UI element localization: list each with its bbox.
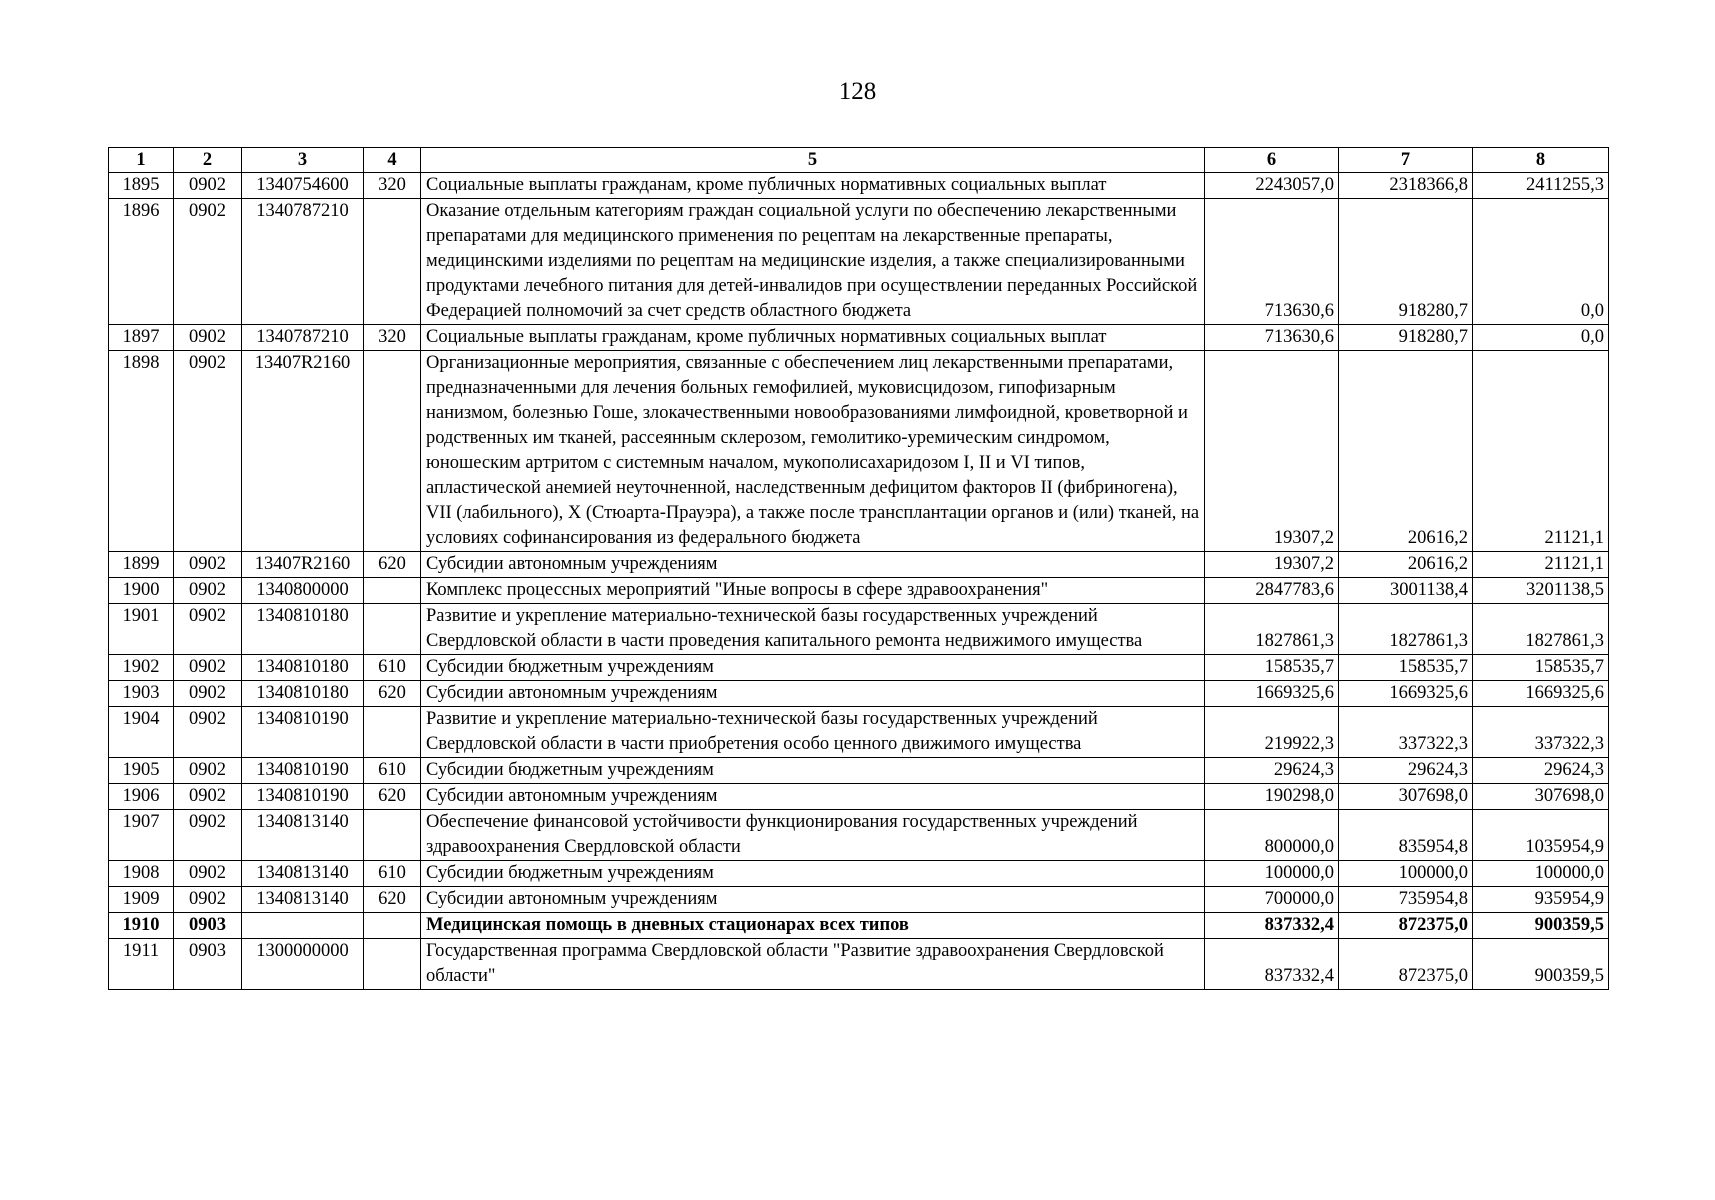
row-number-cell: 1910 — [109, 913, 174, 939]
description-cell: Субсидии бюджетным учреждениям — [421, 655, 1205, 681]
table-row — [109, 578, 1609, 604]
table-row — [109, 810, 1609, 861]
section-code-cell: 0902 — [174, 887, 242, 913]
expense-type-cell: 610 — [364, 861, 421, 887]
target-article-cell: 1340810180 — [242, 655, 364, 681]
amount-col7-cell: 158535,7 — [1339, 655, 1473, 681]
amount-col8-cell: 0,0 — [1473, 325, 1609, 351]
section-code-cell: 0902 — [174, 758, 242, 784]
expense-type-cell: 610 — [364, 655, 421, 681]
table-row — [109, 887, 1609, 913]
amount-col6-cell: 19307,2 — [1205, 351, 1339, 552]
amount-col8-cell: 158535,7 — [1473, 655, 1609, 681]
expense-type-cell — [364, 913, 421, 939]
amount-col6-cell: 713630,6 — [1205, 325, 1339, 351]
row-number-cell: 1898 — [109, 351, 174, 552]
column-header: 4 — [364, 148, 421, 173]
amount-col7-cell: 835954,8 — [1339, 810, 1473, 861]
row-number-cell: 1906 — [109, 784, 174, 810]
amount-col8-cell: 21121,1 — [1473, 351, 1609, 552]
amount-col6-cell: 19307,2 — [1205, 552, 1339, 578]
amount-col6-cell: 2847783,6 — [1205, 578, 1339, 604]
description-cell: Субсидии автономным учреждениям — [421, 887, 1205, 913]
section-code-cell: 0902 — [174, 810, 242, 861]
amount-col7-cell: 735954,8 — [1339, 887, 1473, 913]
section-code-cell: 0902 — [174, 199, 242, 325]
expense-type-cell — [364, 604, 421, 655]
expense-type-cell — [364, 939, 421, 990]
amount-col7-cell: 337322,3 — [1339, 707, 1473, 758]
expense-type-cell — [364, 199, 421, 325]
row-number-cell: 1896 — [109, 199, 174, 325]
table-header-row — [109, 148, 1609, 173]
amount-col8-cell: 0,0 — [1473, 199, 1609, 325]
amount-col7-cell: 1827861,3 — [1339, 604, 1473, 655]
column-header: 3 — [242, 148, 364, 173]
amount-col7-cell: 3001138,4 — [1339, 578, 1473, 604]
target-article-cell: 1340800000 — [242, 578, 364, 604]
amount-col8-cell: 935954,9 — [1473, 887, 1609, 913]
amount-col6-cell: 219922,3 — [1205, 707, 1339, 758]
amount-col7-cell: 872375,0 — [1339, 913, 1473, 939]
table-row — [109, 707, 1609, 758]
target-article-cell: 13407R2160 — [242, 351, 364, 552]
page-number: 128 — [838, 78, 877, 105]
description-cell: Субсидии бюджетным учреждениям — [421, 861, 1205, 887]
amount-col7-cell: 307698,0 — [1339, 784, 1473, 810]
section-code-cell: 0902 — [174, 173, 242, 199]
table-row — [109, 939, 1609, 990]
section-code-cell: 0903 — [174, 913, 242, 939]
target-article-cell: 1340810190 — [242, 784, 364, 810]
expense-type-cell — [364, 351, 421, 552]
description-cell: Субсидии автономным учреждениям — [421, 784, 1205, 810]
table-row — [109, 325, 1609, 351]
amount-col7-cell: 918280,7 — [1339, 199, 1473, 325]
column-header: 7 — [1339, 148, 1473, 173]
amount-col6-cell: 29624,3 — [1205, 758, 1339, 784]
amount-col8-cell: 100000,0 — [1473, 861, 1609, 887]
description-cell: Обеспечение финансовой устойчивости функционирования государственных учреждений здравоохранения Свердловской области — [421, 810, 1205, 861]
target-article-cell: 1300000000 — [242, 939, 364, 990]
target-article-cell: 1340810190 — [242, 707, 364, 758]
description-cell: Комплекс процессных мероприятий "Иные вопросы в сфере здравоохранения" — [421, 578, 1205, 604]
section-code-cell: 0902 — [174, 655, 242, 681]
amount-col8-cell: 1035954,9 — [1473, 810, 1609, 861]
amount-col8-cell: 337322,3 — [1473, 707, 1609, 758]
description-cell: Оказание отдельным категориям граждан социальной услуги по обеспечению лекарственными препаратами для медицинского применения по рецептам на лекарственные препараты, медицинскими изделиями по рецептам на медицинские изделия, а также специализированными продуктами лечебного питания для детей-инвалидов при осуществлении переданных Российской Федерацией полномочий за счет средств областного бюджета — [421, 199, 1205, 325]
section-code-cell: 0902 — [174, 351, 242, 552]
description-cell: Социальные выплаты гражданам, кроме публичных нормативных социальных выплат — [421, 325, 1205, 351]
column-header: 6 — [1205, 148, 1339, 173]
amount-col7-cell: 1669325,6 — [1339, 681, 1473, 707]
row-number-cell: 1899 — [109, 552, 174, 578]
amount-col7-cell: 100000,0 — [1339, 861, 1473, 887]
target-article-cell: 1340810180 — [242, 681, 364, 707]
row-number-cell: 1895 — [109, 173, 174, 199]
amount-col8-cell: 3201138,5 — [1473, 578, 1609, 604]
amount-col7-cell: 2318366,8 — [1339, 173, 1473, 199]
amount-col8-cell: 900359,5 — [1473, 913, 1609, 939]
expense-type-cell: 620 — [364, 784, 421, 810]
amount-col7-cell: 29624,3 — [1339, 758, 1473, 784]
amount-col6-cell: 837332,4 — [1205, 939, 1339, 990]
amount-col6-cell: 158535,7 — [1205, 655, 1339, 681]
amount-col8-cell: 1669325,6 — [1473, 681, 1609, 707]
description-cell: Государственная программа Свердловской области "Развитие здравоохранения Свердловской области" — [421, 939, 1205, 990]
section-code-cell: 0902 — [174, 604, 242, 655]
amount-col6-cell: 800000,0 — [1205, 810, 1339, 861]
section-code-cell: 0902 — [174, 681, 242, 707]
row-number-cell: 1897 — [109, 325, 174, 351]
section-code-cell: 0902 — [174, 325, 242, 351]
amount-col6-cell: 837332,4 — [1205, 913, 1339, 939]
column-header: 8 — [1473, 148, 1609, 173]
target-article-cell: 13407R2160 — [242, 552, 364, 578]
description-cell: Субсидии автономным учреждениям — [421, 681, 1205, 707]
description-cell: Развитие и укрепление материально-технической базы государственных учреждений Свердловской области в части проведения капитального ремонта недвижимого имущества — [421, 604, 1205, 655]
target-article-cell: 1340810180 — [242, 604, 364, 655]
target-article-cell: 1340787210 — [242, 199, 364, 325]
target-article-cell: 1340813140 — [242, 810, 364, 861]
row-number-cell: 1901 — [109, 604, 174, 655]
expense-type-cell: 320 — [364, 325, 421, 351]
expense-type-cell: 320 — [364, 173, 421, 199]
target-article-cell: 1340810190 — [242, 758, 364, 784]
target-article-cell: 1340787210 — [242, 325, 364, 351]
table-row — [109, 758, 1609, 784]
row-number-cell: 1908 — [109, 861, 174, 887]
amount-col8-cell: 21121,1 — [1473, 552, 1609, 578]
table-row — [109, 604, 1609, 655]
row-number-cell: 1900 — [109, 578, 174, 604]
expense-type-cell — [364, 578, 421, 604]
table-row — [109, 552, 1609, 578]
amount-col7-cell: 20616,2 — [1339, 351, 1473, 552]
expense-type-cell: 610 — [364, 758, 421, 784]
target-article-cell — [242, 913, 364, 939]
amount-col6-cell: 100000,0 — [1205, 861, 1339, 887]
table-row — [109, 655, 1609, 681]
row-number-cell: 1903 — [109, 681, 174, 707]
amount-col6-cell: 2243057,0 — [1205, 173, 1339, 199]
row-number-cell: 1905 — [109, 758, 174, 784]
expense-type-cell — [364, 810, 421, 861]
table-row — [109, 861, 1609, 887]
table-row — [109, 351, 1609, 552]
column-header: 5 — [421, 148, 1205, 173]
section-code-cell: 0902 — [174, 552, 242, 578]
description-cell: Субсидии бюджетным учреждениям — [421, 758, 1205, 784]
target-article-cell: 1340813140 — [242, 861, 364, 887]
target-article-cell: 1340813140 — [242, 887, 364, 913]
target-article-cell: 1340754600 — [242, 173, 364, 199]
expense-type-cell — [364, 707, 421, 758]
row-number-cell: 1904 — [109, 707, 174, 758]
section-code-cell: 0902 — [174, 578, 242, 604]
amount-col6-cell: 190298,0 — [1205, 784, 1339, 810]
section-code-cell: 0902 — [174, 707, 242, 758]
amount-col6-cell: 700000,0 — [1205, 887, 1339, 913]
table-row — [109, 199, 1609, 325]
row-number-cell: 1909 — [109, 887, 174, 913]
section-code-cell: 0902 — [174, 861, 242, 887]
section-code-cell: 0903 — [174, 939, 242, 990]
expense-type-cell: 620 — [364, 552, 421, 578]
description-cell: Социальные выплаты гражданам, кроме публичных нормативных социальных выплат — [421, 173, 1205, 199]
amount-col8-cell: 29624,3 — [1473, 758, 1609, 784]
amount-col6-cell: 713630,6 — [1205, 199, 1339, 325]
amount-col8-cell: 1827861,3 — [1473, 604, 1609, 655]
table-body — [109, 173, 1609, 990]
section-code-cell: 0902 — [174, 784, 242, 810]
expense-type-cell: 620 — [364, 887, 421, 913]
amount-col8-cell: 2411255,3 — [1473, 173, 1609, 199]
description-cell: Субсидии автономным учреждениям — [421, 552, 1205, 578]
budget-table — [108, 147, 1609, 990]
expense-type-cell: 620 — [364, 681, 421, 707]
row-number-cell: 1907 — [109, 810, 174, 861]
column-header: 1 — [109, 148, 174, 173]
description-cell: Развитие и укрепление материально-технической базы государственных учреждений Свердловской области в части приобретения особо ценного движимого имущества — [421, 707, 1205, 758]
row-number-cell: 1902 — [109, 655, 174, 681]
description-cell: Организационные мероприятия, связанные с обеспечением лиц лекарственными препаратами, предназначенными для лечения больных гемофилией, муковисцидозом, гипофизарным нанизмом, болезнью Гоше, злокачественными новообразованиями лимфоидной, кроветворной и родственных им тканей, рассеянным склерозом, гемолитико-уремическим синдромом, юношеским артритом с системным началом, мукополисахаридозом I, II и VI типов, апластической анемией неуточненной, наследственным дефицитом факторов II (фибриногена), VII (лабильного), X (Стюарта-Прауэра), а также после трансплантации органов и (или) тканей, на условиях софинансирования из федерального бюджета — [421, 351, 1205, 552]
table-row — [109, 681, 1609, 707]
amount-col7-cell: 20616,2 — [1339, 552, 1473, 578]
amount-col7-cell: 872375,0 — [1339, 939, 1473, 990]
amount-col7-cell: 918280,7 — [1339, 325, 1473, 351]
table-row — [109, 784, 1609, 810]
row-number-cell: 1911 — [109, 939, 174, 990]
amount-col8-cell: 900359,5 — [1473, 939, 1609, 990]
amount-col6-cell: 1669325,6 — [1205, 681, 1339, 707]
amount-col6-cell: 1827861,3 — [1205, 604, 1339, 655]
amount-col8-cell: 307698,0 — [1473, 784, 1609, 810]
table-row — [109, 173, 1609, 199]
description-cell: Медицинская помощь в дневных стационарах всех типов — [421, 913, 1205, 939]
column-header: 2 — [174, 148, 242, 173]
table-row — [109, 913, 1609, 939]
